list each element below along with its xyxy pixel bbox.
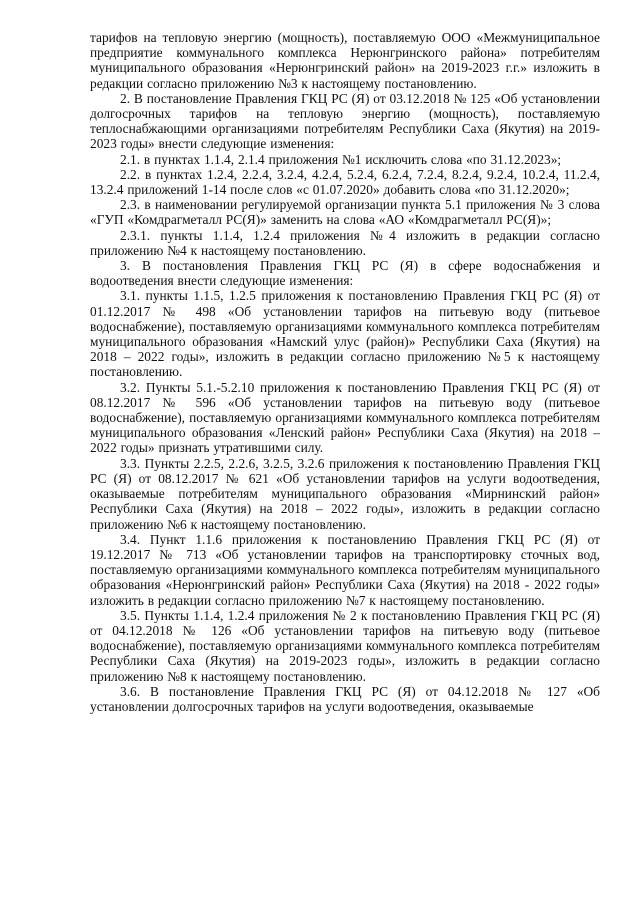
paragraph-item-2-2: 2.2. в пунктах 1.2.4, 2.2.4, 3.2.4, 4.2.4, 5.2.4, 6.2.4, 7.2.4, 8.2.4, 9.2.4, 10.2.4, 11.2.4, 13.2.4 приложений 1-14 после слов «с 01.07.2020» добавить слова «по 31.12.2020»; [90,166,600,198]
paragraph-item-2-3-1: 2.3.1. пункты 1.1.4, 1.2.4 приложения №4 изложить в редакции согласно приложению №4 к настоящему постановлению. [90,227,600,258]
paragraph-item-3-5: 3.5. Пункты 1.1.4, 1.2.4 приложения № 2 к постановлению Правления ГКЦ РС (Я) от 04.12.2018 № 126 «Об установлении тарифов на питьевую воду (питьевое водоснабжение), поставляемую организациями коммунального комплекса потребителям Республики Саха (Якутия) на 2019-2023 годы», изложить в редакции согласно приложению №8 к настоящему постановлению. [90,607,600,684]
paragraph-item-3-1: 3.1. пункты 1.1.5, 1.2.5 приложения к постановлению Правления ГКЦ РС (Я) от 01.12.2017 № 498 «Об установлении тарифов на питьевую воду (питьевое водоснабжение), поставляемую организациями коммунального комплекса потребителям муниципального образования «Намский улус (район)» Республики Саха (Якутия) на 2018 – 2022 годы», изложить в редакции согласно приложению №5 к настоящему постановлению. [90,288,600,380]
paragraph-item-2-3: 2.3. в наименовании регулируемой организации пункта 5.1 приложения № 3 слова «ГУП «Комдрагметалл РС(Я)» заменить на слова «АО «Комдрагметалл РС(Я)»; [90,197,600,228]
paragraph-item-2: 2. В постановление Правления ГКЦ РС (Я) от 03.12.2018 № 125 «Об установлении долгосрочных тарифов на тепловую энергию (мощность), поставляемую теплоснабжающими организациями потребителям Республики Саха (Якутия) на 2019-2023 годы» внести следующие изменения: [90,90,600,152]
paragraph-item-3: 3. В постановления Правления ГКЦ РС (Я) в сфере водоснабжения и водоотведения внести следующие изменения: [90,258,600,289]
paragraph-item-2-1: 2.1. в пунктах 1.1.4, 2.1.4 приложения №1 исключить слова «по 31.12.2023»; [120,151,562,167]
paragraph-item-3-6: 3.6. В постановление Правления ГКЦ РС (Я) от 04.12.2018 № 127 «Об установлении долгосрочных тарифов на услуги водоотведения, оказываемые [90,683,600,714]
paragraph-continuation: тарифов на тепловую энергию (мощность), поставляемую ООО «Межмуниципальное предприятие коммунального комплекса Нерюнгринского района» потребителям муниципального образования «Нерюнгринский район» на 2019-2023 г.г.» изложить в редакции согласно приложению №3 к настоящему постановлению. [90,30,600,91]
paragraph-item-3-3: 3.3. Пункты 2.2.5, 2.2.6, 3.2.5, 3.2.6 приложения к постановлению Правления ГКЦ РС (Я) от 08.12.2017 № 621 «Об установлении тарифов на услуги водоотведения, оказываемые потребителям муниципального образования «Мирнинский район» Республики Саха (Якутия) на 2018 – 2022 годы», изложить в редакции согласно приложению №6 к настоящему постановлению. [90,455,600,532]
paragraph-item-3-2: 3.2. Пункты 5.1.-5.2.10 приложения к постановлению Правления ГКЦ РС (Я) от 08.12.2017 № 596 «Об установлении тарифов на питьевую воду (питьевое водоснабжение), поставляемую организациями коммунального комплекса потребителям муниципального образования «Ленский район» Республики Саха (Якутия) на 2018 – 2022 годы» признать утратившими силу. [90,379,600,456]
paragraph-item-3-4: 3.4. Пункт 1.1.6 приложения к постановлению Правления ГКЦ РС (Я) от 19.12.2017 № 713 «Об установлении тарифов на транспортировку сточных вод, поставляемую организациями коммунального комплекса потребителям муниципального образования «Нерюнгринский район» Республики Саха (Якутия) на 2018 - 2022 годы» изложить в редакции согласно приложению №7 к настоящему постановлению. [90,531,600,608]
